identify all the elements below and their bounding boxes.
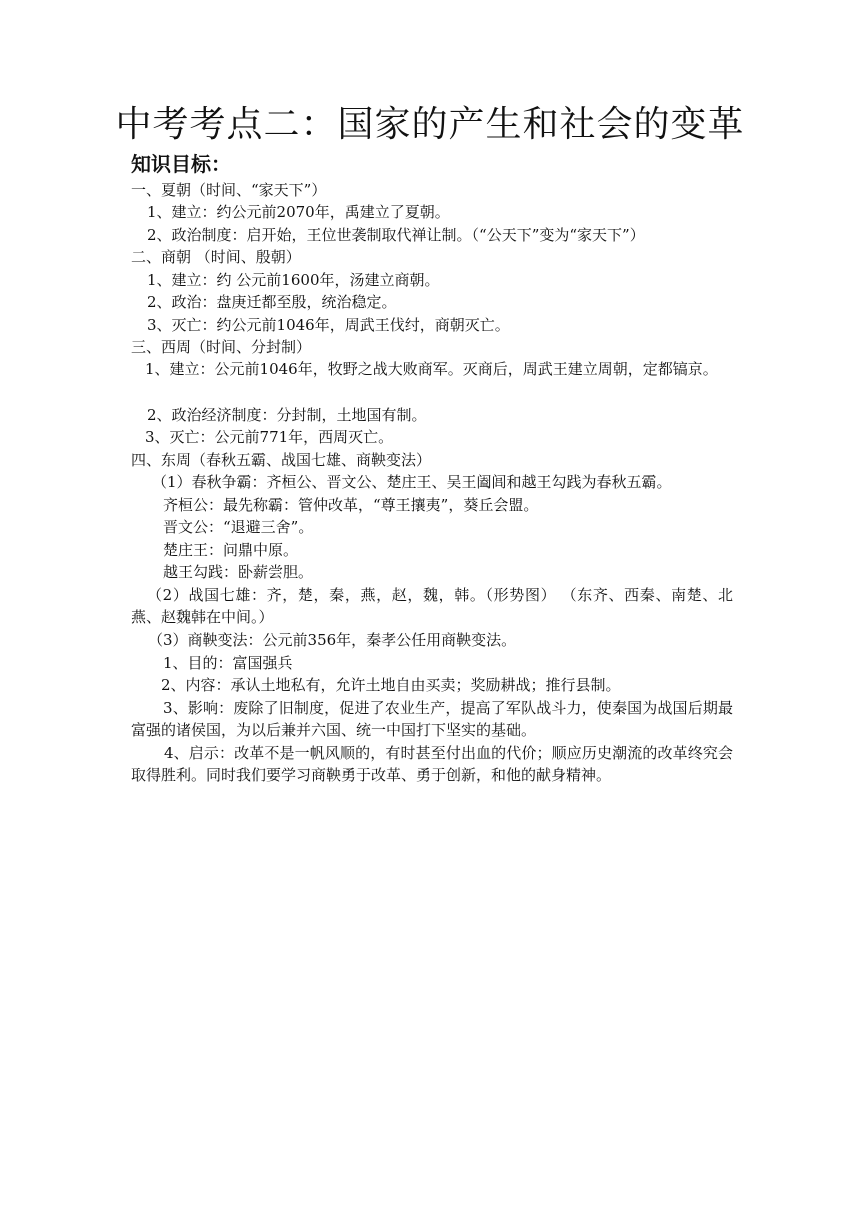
section-heading: 知识目标： <box>131 152 231 176</box>
heading-western-zhou: 三、西周（时间、分封制） <box>131 338 312 356</box>
text-line: 3、灭亡：约公元前1046年，周武王伐纣，商朝灭亡。 <box>147 316 510 334</box>
text-line: （1）春秋争霸：齐桓公、晋文公、楚庄王、吴王阖闾和越王勾践为春秋五霸。 <box>152 473 672 491</box>
text-paragraph: 3、影响：废除了旧制度，促进了农业生产，提高了军队战斗力，使秦国为战国后期最富强的诸侯国，为以后兼并六国、统一中国打下坚实的基础。 <box>131 699 733 739</box>
text-line: 2、内容：承认土地私有，允许土地自由买卖；奖励耕战；推行县制。 <box>161 676 621 694</box>
text-line: （3）商鞅变法：公元前356年，秦孝公任用商鞅变法。 <box>148 631 517 649</box>
document-title: 中考考点二：国家的产生和社会的变革 <box>115 104 745 145</box>
text-paragraph: （2）战国七雄：齐，楚，秦，燕，赵，魏，韩。（形势图） （东齐、西秦、南楚、北燕、赵魏韩在中间。） <box>131 586 733 626</box>
text-line: 越王勾践：卧薪尝胆。 <box>163 563 314 581</box>
text-line: 1、目的：富国强兵 <box>163 654 293 672</box>
text-line: 1、建立：约 公元前1600年，汤建立商朝。 <box>147 271 440 289</box>
text-line: 2、政治制度：启开始，王位世袭制取代禅让制。（“公天下”变为“家天下”） <box>147 226 645 244</box>
heading-shang: 二、商朝 （时间、殷朝） <box>131 248 301 266</box>
text-line: 2、政治经济制度：分封制，土地国有制。 <box>147 406 427 424</box>
text-paragraph: 4、启示：改革不是一帆风顺的，有时甚至付出血的代价；顺应历史潮流的改革终究会取得胜利。同时我们要学习商鞅勇于改革、勇于创新，和他的献身精神。 <box>131 744 733 784</box>
text-line: 晋文公：“退避三舍”。 <box>163 518 314 536</box>
text-paragraph: 1、建立：公元前1046年，牧野之战大败商军。灭商后，周武王建立周朝，定都镐京。 <box>145 360 718 378</box>
text-line: 3、灭亡：公元前771年，西周灭亡。 <box>145 428 394 446</box>
text-line: 楚庄王：问鼎中原。 <box>163 541 299 559</box>
heading-xia: 一、夏朝（时间、“家天下”） <box>131 181 327 199</box>
text-line: 2、政治：盘庚迁都至殷，统治稳定。 <box>147 293 397 311</box>
text-line: 1、建立：约公元前2070年，禹建立了夏朝。 <box>147 203 450 221</box>
text-line: 齐桓公：最先称霸：管仲改革，“尊王攘夷”，葵丘会盟。 <box>163 496 539 514</box>
heading-eastern-zhou: 四、东周（春秋五霸、战国七雄、商鞅变法） <box>131 451 432 469</box>
